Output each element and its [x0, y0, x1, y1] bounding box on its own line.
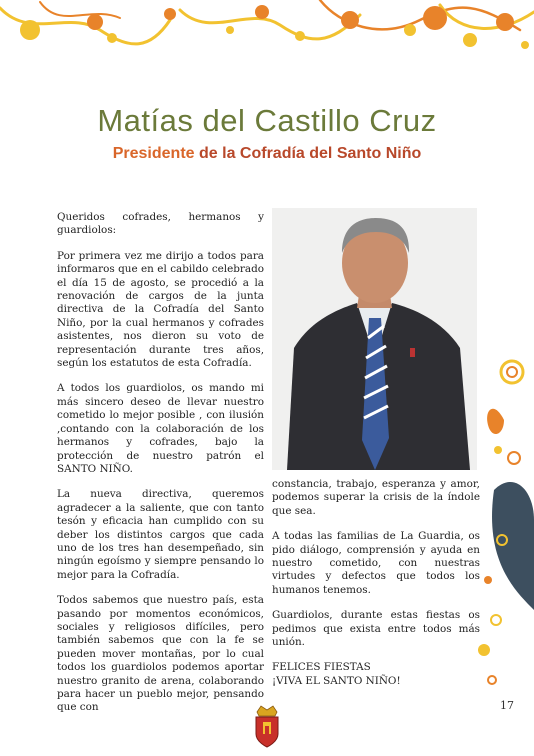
body-paragraph: A todas las familias de La Guardia, os pido diálogo, comprensión y ayuda en nuestro cometido, con nuestras virtudes y defectos que todos los humanos tenemos.: [272, 530, 480, 596]
subtitle-role: Presidente: [112, 145, 195, 162]
subtitle-organization: de la Cofradía del Santo Niño: [199, 145, 422, 162]
body-paragraph: Guardiolos, durante estas fiestas os pedimos que exista entre todos más unión.: [272, 609, 480, 649]
side-floral-ornament: [474, 340, 534, 700]
municipal-coat-of-arms-icon: [253, 704, 281, 748]
left-text-column: [57, 211, 264, 727]
page-number: 17: [500, 699, 514, 712]
body-paragraph: La nueva directiva, queremos agradecer a la saliente, que con tanto tesón y eficacia han cumplido con su deber los distintos cargos que cada uno de los tres han desempeñado, sin ningún egoísmo y siempre pensando lo mejor para la Cofradía.: [57, 488, 264, 581]
closing-line-1: FELICES FIESTAS: [272, 661, 371, 674]
article-title: Matías del Castillo Cruz: [97, 103, 437, 138]
greeting-paragraph: Queridos cofrades, hermanos y guardiolos:: [57, 211, 264, 237]
closing-block: [272, 661, 480, 688]
body-paragraph: A todos los guardiolos, os mando mi más sincero deseo de llevar nuestro cometido lo mejor posible , con ilusión ,contando con la colaboración de los hermanos y cofrades, bajo la protección de nuestro patrón el SANTO NIÑO.: [57, 382, 264, 475]
body-paragraph: Todos sabemos que nuestro país, esta pasando por momentos económicos, sociales y religiosos difíciles, pero también sabemos que con la fe se pueden mover montañas, por lo cual todos los guardiolos podemos aportar nuestro granito de arena, colaborando para hacer un pueblo mejor, pensando que con: [57, 594, 264, 714]
body-paragraph: constancia, trabajo, esperanza y amor, podemos superar la crisis de la índole que sea.: [272, 478, 480, 517]
body-paragraph: Por primera vez me dirijo a todos para informaros que en el cabildo celebrado el día 15 de agosto, se procedió a la renovación de cargos de la junta directiva de la Cofradía del Santo Niño, por la cual hermanos y cofrades asistentes, nos dieron su voto de representación durante tres años, según los estatutos de esta Cofradía.: [57, 249, 264, 370]
top-floral-ornament: [0, 0, 534, 60]
right-text-column: [272, 478, 480, 688]
article-subtitle: [0, 145, 534, 163]
closing-line-2: ¡VIVA EL SANTO NIÑO!: [272, 674, 401, 687]
portrait-photo: [272, 208, 477, 470]
